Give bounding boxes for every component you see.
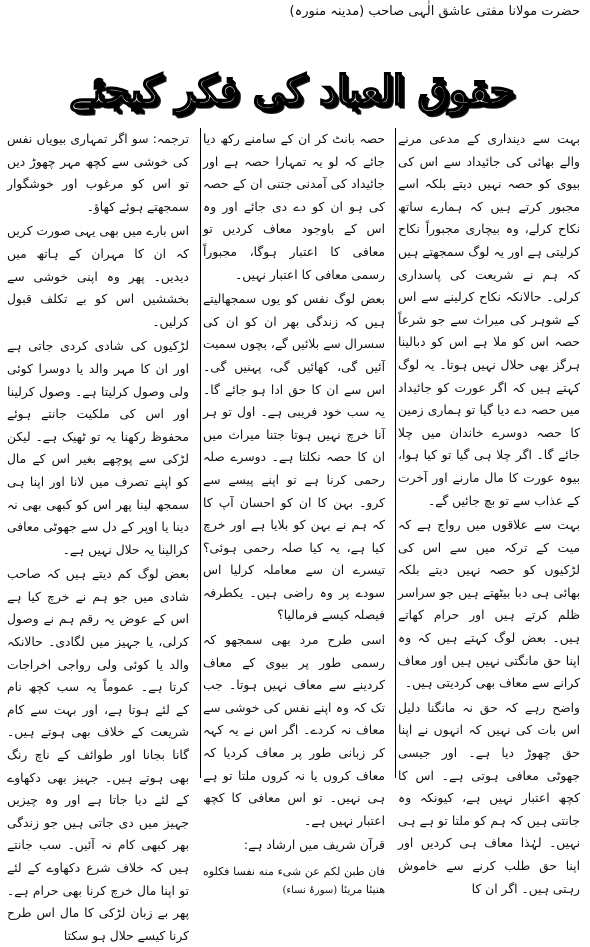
column-divider <box>395 128 396 778</box>
article-title-block <box>69 58 515 122</box>
quran-verse <box>203 863 385 900</box>
quran-verse-text: فان طبن لکم عن شیء منه نفسا فکلوه هنیئا مریئا <box>203 865 385 896</box>
paragraph: بہت سے علاقوں میں رواج ہے کہ میت کے ترکہ میں سے اس کی لڑکیوں کو حصہ نہیں دیتے بلکہ بھائی ہی دبا بیٹھتے ہیں جو سراسر ظلم کرتے ہیں اور حرام کھاتے ہیں۔ بعض لوگ کہتے ہیں کہ وہ اپنا حق مانگتی نہیں ہیں اور معاف کرانے سے معاف بھی کردیتی ہیں۔ <box>398 518 580 691</box>
text-column-left <box>7 128 189 943</box>
paragraph: اس بارے میں بھی یہی صورت کریں کہ ان کا مہران کے ہاتھ میں دیدیں۔ پھر وہ اپنی خوشی سے بخششیں اس کو بے تکلف قبول کرلیں۔ <box>7 224 189 329</box>
paragraph: حصہ بانٹ کر ان کے سامنے رکھ دیا جائے کہ لو یہ تمہارا حصہ ہے اور جائیداد کی آمدنی جتنی ان کے حصہ کی ہو ان کو دے دی جائے اور وہ اس کے باوجود معاف کردیں تو معافی کا اعتبار ہوگا، مجبوراً رسمی معافی کا اعتبار نہیں۔ <box>203 132 385 282</box>
paragraph: بعض لوگ نفس کو یوں سمجھالیتے ہیں کہ زندگی بھر ان کو ان کی سسرال سے بلائیں گے، بچوں سمیت آئیں گی، کھائیں گی، پہنیں گی۔ اس سے ان کا حق ادا ہو جائے گا۔ یہ سب خود فریبی ہے۔ اول تو ہر آنا خرچ نہیں ہوتا جتنا میراث میں ان کا حصہ نکلتا ہے۔ دوسرے صلہ رحمی کرنا ہے تو اپنے پیسے سے کرو۔ بہن کا ان کو احسان آپ کا کہ ہم نے بہن کو بلایا ہے اور خرچ کیا ہے، یہ کیا صلہ رحمی ہوئی؟ تیسرے ان سے معاملہ کرلیا اس سودے پر وہ راضی ہیں۔ یکطرفہ فیصلہ کیسے فرمالیا؟ <box>203 292 385 623</box>
article-title: حقوق العباد کی فکر کیجئے <box>69 66 515 114</box>
text-column-middle <box>203 128 385 896</box>
paragraph: قرآن شریف میں ارشاد ہے: <box>243 838 385 853</box>
text-column-right <box>398 128 580 896</box>
paragraph: بعض لوگ کم دیتے ہیں کہ صاحب شادی میں جو ہم نے خرچ کیا ہے اس کے عوض یہ رقم ہم نے وصول کرلی، یا جہیز میں لگادی۔ حالانکہ والد یا کوئی ولی رواجی اخراجات کرتا ہے۔ عموماً یہ سب کچھ نام کے لئے ہوتا ہے، اور بہت سے کام شریعت کے خلاف بھی ہوتے ہیں۔ گانا بجانا اور طوائف کے ناچ رنگ بھی ہوتے ہیں۔ جہیز بھی دکھاوے کے لئے دیا جاتا ہے اور وہ چیزیں جہیز میں دی جاتی ہیں جو زندگی بھر کبھی کام نہ آئیں۔ سب جانتے ہیں کہ خلاف شرع دکھاوے کے لئے تو اپنا مال خرچ کرنا بھی حرام ہے۔ پھر بے زبان لڑکی کا مال اس طرح کرنا کیسے حلال ہو سکتا <box>7 567 189 943</box>
paragraph: واضح رہے کہ حق نہ مانگنا دلیل اس بات کی نہیں کہ انہوں نے اپنا حق چھوڑ دیا ہے۔ اور جیسی جھوٹی معافی ہوتی ہے۔ اس کا کچھ اعتبار نہیں ہے، کیونکہ وہ جانتی ہیں کہ ہم کو ملتا تو ہے ہی نہیں۔ لہٰذا معاف ہی کردیں اور اپنا حق طلب کرنے سے خاموش رہتی ہیں۔ اگر ان کا <box>398 700 580 896</box>
paragraph: ترجمہ: سو اگر تمہاری بیویاں نفس کی خوشی سے کچھ مہر چھوڑ دیں تو اس کو مرغوب اور خوشگوار سمجھتے ہوئے کھاؤ۔ <box>7 132 189 214</box>
quran-reference: (سورۂ نساء) <box>282 885 338 896</box>
paragraph: اسی طرح مرد بھی سمجھو کہ رسمی طور پر بیوی کے معاف کردینے سے معاف نہیں ہوتا۔ جب تک کہ وہ اپنے نفس کی خوشی سے معاف نہ کردے۔ اگر اس نے یہ کہہ کر زبانی طور پر معاف کردیا کہ معاف کروں یا نہ کروں ملتا تو ہے ہی نہیں۔ تو اس معافی کا کچھ اعتبار نہیں ہے۔ <box>203 633 385 828</box>
author-byline: حضرت مولانا مفتی عاشق الٰہی صاحب (مدینہ منورہ) <box>289 4 580 19</box>
paragraph: لڑکیوں کی شادی کردی جاتی ہے اور ان کا مہر والد یا دوسرا کوئی ولی وصول کرلیتا ہے۔ وصول کرلینا اور اس کی ملکیت جانتے ہوئے محفوظ رکھنا یہ تو ٹھیک ہے۔ لیکن لڑکی سے پوچھے بغیر اس کے مال کو اپنے تصرف میں لانا اور اپنا ہی سمجھ لینا پھر اس کو کبھی بھی نہ دینا یا اوپر کے دل سے جھوٹی معافی کرالینا یہ حلال نہیں ہے۔ <box>7 339 189 557</box>
column-divider <box>200 128 201 778</box>
paragraph: بہت سے دینداری کے مدعی مرنے والے بھائی کی جائیداد سے اس کی بیوی کو حصہ نہیں دیتے بلکہ اسے مجبور کرتے ہیں کہ ہمارے ساتھ نکاح کرلے، وہ بیچاری مجبوراً نکاح کرلیتی ہے اور یہ لوگ سمجھتے ہیں کہ ہم نے شریعت کی پاسداری کرلی۔ حالانکہ نکاح کرلینے سے اس کے شوہر کی میراث سے جو شرعاً حصہ اس کو ملا ہے اس کو دبالینا ہرگز بھی حلال نہیں ہوتا۔ یہ لوگ کہتے ہیں کہ اگر عورت کو جائیداد میں حصہ دے دیا گیا تو ہماری زمین کا حصہ دوسرے خاندان میں چلا جائے گا۔ اگر چلا ہی گیا تو کیا ہوا، بیوہ عورت کا مال مارنے اور آخرت کے عذاب سے تو بچ جائیں گے۔ <box>398 132 580 508</box>
